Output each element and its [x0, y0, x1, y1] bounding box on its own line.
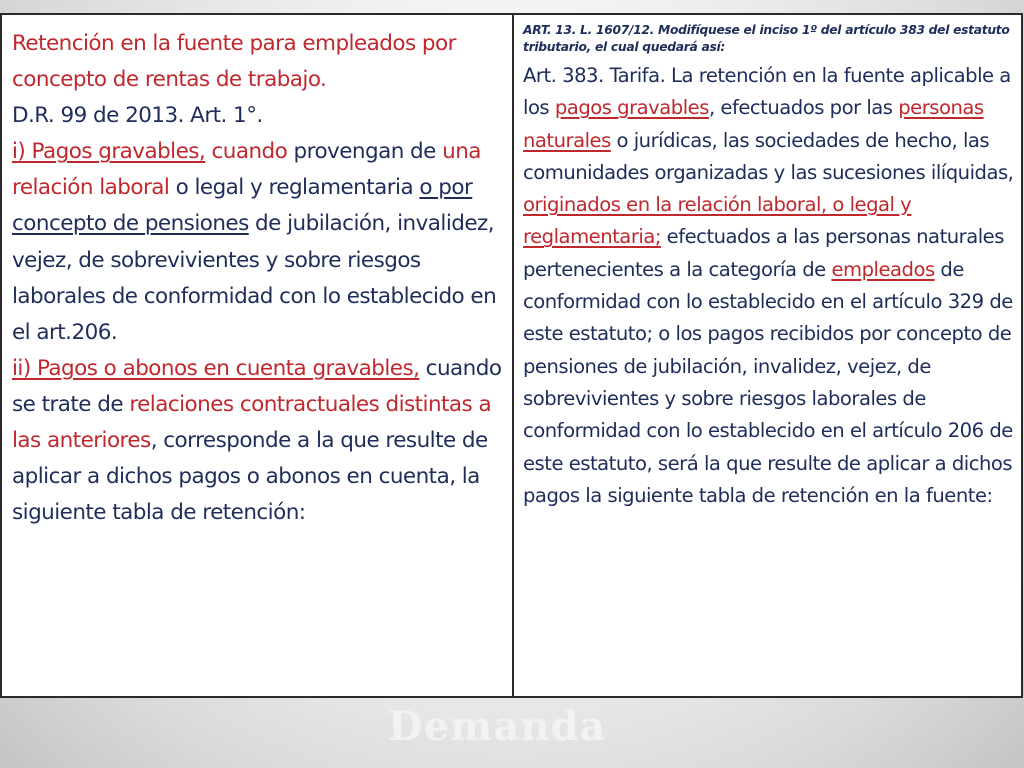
left-title: Retención en la fuente para empleados por concepto de rentas de trabajo.: [12, 31, 456, 93]
item-i-label: i) Pagos gravables,: [12, 139, 206, 165]
table-cell-left: [2, 15, 514, 696]
decree-reference: D.R. 99 de 2013. Art. 1°.: [12, 103, 263, 129]
item-i-relacion: una relación laboral: [12, 139, 481, 201]
item-i-rest: de jubilación, invalidez, vejez, de sobrevivientes y sobre riesgos laborales de conformidad con lo establecido en el art.206.: [12, 211, 497, 345]
item-i-cuando: cuando: [205, 139, 294, 165]
empleados-highlight: empleados: [831, 257, 935, 281]
right-cell-text: [523, 60, 1015, 512]
item-i-provengan: provengan de: [293, 139, 443, 165]
law-reference-note: ART. 13. L. 1607/12. Modifíquese el inciso 1º del artículo 383 del estatuto tributario, el cual quedará así:: [523, 23, 1010, 54]
watermark-text: Demanda: [388, 703, 607, 750]
art383-part-1: Art. 383. Tarifa. La retención en la fuente aplicable a los: [523, 64, 1011, 120]
item-ii-label: ii) Pagos o abonos en cuenta gravables,: [12, 355, 420, 381]
art383-part-3: o jurídicas, las sociedades de hecho, las comunidades organizadas y las sucesiones ilíquidas,: [523, 128, 1014, 184]
personas-naturales-highlight: personas naturales: [523, 96, 984, 152]
art383-part-4: efectuados a las personas naturales pertenecientes a la categoría de: [523, 225, 1004, 281]
comparison-table: [0, 13, 1023, 698]
item-i-legal: o legal y reglamentaria: [169, 175, 420, 201]
item-ii-rest: , corresponde a la que resulte de aplicar a dichos pagos o abonos en cuenta, la siguiente tabla de retención:: [12, 428, 488, 526]
item-i-concepto: o por concepto de pensiones: [12, 175, 473, 237]
pagos-gravables-highlight: pagos gravables: [554, 96, 709, 120]
table-cell-right: [514, 15, 1021, 696]
item-ii-relaciones: relaciones contractuales distintas a las anteriores: [12, 391, 492, 454]
item-ii-cuando: cuando se trate de: [12, 355, 502, 417]
left-cell-text: [12, 26, 506, 531]
art383-part-5: de conformidad con lo establecido en el artículo 329 de este estatuto; o los pagos recibidos por concepto de pensiones de jubilación, invalidez, vejez, de sobrevivientes y sobre riesgos laborales de conformidad con lo establecido en el artículo 206 de este estatuto, será la que resulte de aplicar a dichos pagos la siguiente tabla de retención en la fuente:: [523, 257, 1013, 507]
art383-part-2: , efectuados por las: [708, 96, 899, 120]
originados-highlight: originados en la relación laboral, o legal y reglamentaria;: [523, 193, 912, 249]
